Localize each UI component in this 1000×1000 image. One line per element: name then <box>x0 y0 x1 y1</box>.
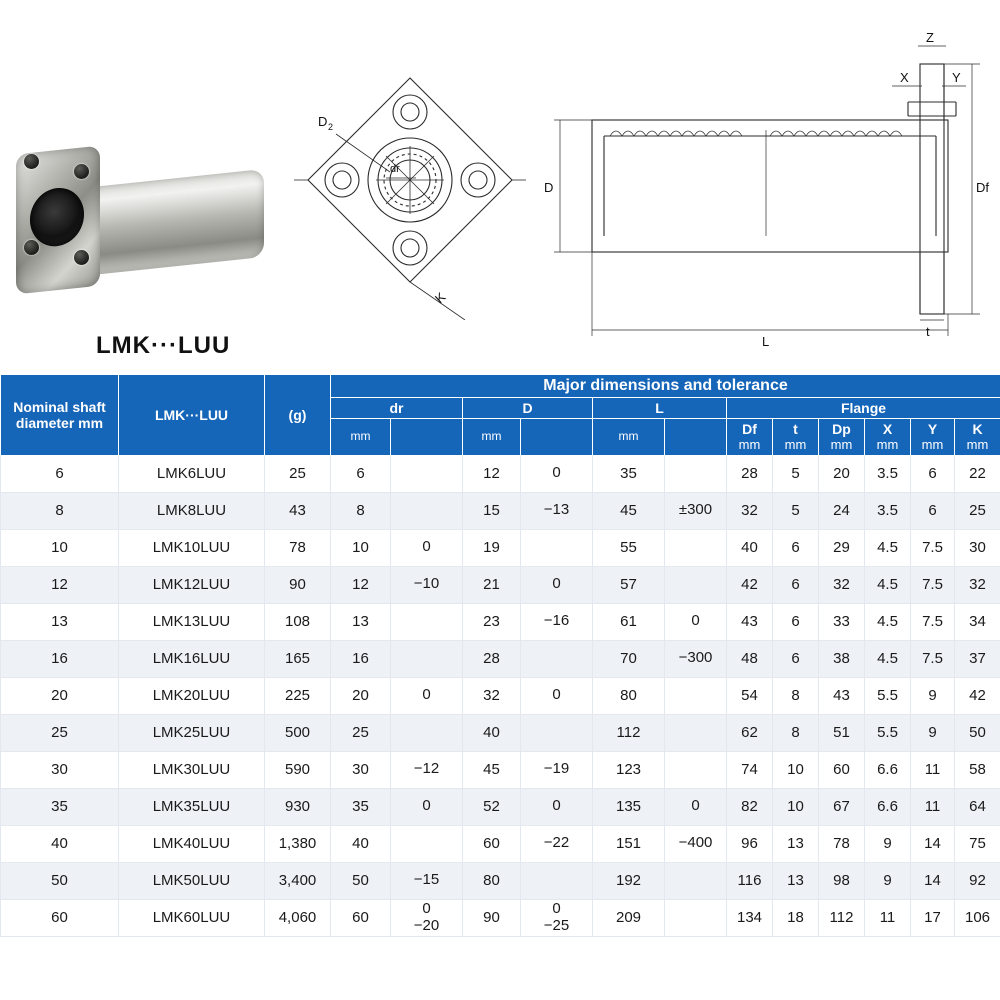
cell-Df: 43 <box>727 603 773 640</box>
header-Y: Y mm <box>911 419 955 455</box>
cell-Y: 17 <box>911 899 955 936</box>
cell-Df: 48 <box>727 640 773 677</box>
table-row <box>1 788 1000 825</box>
cell-D_tol: 0 <box>521 788 593 825</box>
cell-Y: 7.5 <box>911 566 955 603</box>
cell-dr_tol: 0 <box>391 788 463 825</box>
cell-L_tol: −300 <box>665 640 727 677</box>
cell-L: 55 <box>593 529 665 566</box>
cell-Y: 6 <box>911 492 955 529</box>
product-photo <box>8 130 273 315</box>
cell-mass: 43 <box>265 492 331 529</box>
cell-Df: 116 <box>727 862 773 899</box>
cell-dr_tol <box>391 640 463 677</box>
cell-D_tol <box>521 862 593 899</box>
cell-dr: 10 <box>331 529 391 566</box>
cell-dr_tol: −12 <box>391 751 463 788</box>
cell-K: 58 <box>955 751 1000 788</box>
cell-L: 192 <box>593 862 665 899</box>
cell-dr_tol: 0 <box>391 677 463 714</box>
cell-dr_tol: −10 <box>391 566 463 603</box>
cell-D: 80 <box>463 862 521 899</box>
table-row <box>1 825 1000 862</box>
cell-X: 6.6 <box>865 788 911 825</box>
cell-L: 80 <box>593 677 665 714</box>
cell-Df: 62 <box>727 714 773 751</box>
cell-D_tol: 0 <box>521 566 593 603</box>
cell-dr: 6 <box>331 455 391 492</box>
header-K: K mm <box>955 419 1000 455</box>
product-caption: LMK···LUU <box>96 332 231 359</box>
cell-dr_tol <box>391 825 463 862</box>
label-D2: D <box>318 114 328 129</box>
label-D: D <box>544 180 554 195</box>
cell-t: 5 <box>773 492 819 529</box>
cell-L: 61 <box>593 603 665 640</box>
cell-D_tol <box>521 714 593 751</box>
cell-mass: 90 <box>265 566 331 603</box>
table-row <box>1 529 1000 566</box>
cell-K: 106 <box>955 899 1000 936</box>
cell-D_tol: 0 −25 <box>521 899 593 936</box>
cell-D_tol: 0 <box>521 677 593 714</box>
cell-L_tol <box>665 566 727 603</box>
cell-nominal: 35 <box>1 788 119 825</box>
cell-D: 21 <box>463 566 521 603</box>
cell-mass: 500 <box>265 714 331 751</box>
cell-D: 19 <box>463 529 521 566</box>
cell-Dp: 20 <box>819 455 865 492</box>
cell-L: 209 <box>593 899 665 936</box>
cell-X: 4.5 <box>865 603 911 640</box>
cell-nominal: 16 <box>1 640 119 677</box>
cell-model: LMK20LUU <box>119 677 265 714</box>
table-row <box>1 640 1000 677</box>
cell-L: 112 <box>593 714 665 751</box>
header-Df: Df mm <box>727 419 773 455</box>
table-row <box>1 566 1000 603</box>
cell-X: 9 <box>865 862 911 899</box>
cell-dr: 25 <box>331 714 391 751</box>
cell-mass: 165 <box>265 640 331 677</box>
label-K: K <box>431 289 449 307</box>
header-model: LMK···LUU <box>119 375 265 456</box>
cell-Df: 42 <box>727 566 773 603</box>
cell-mass: 25 <box>265 455 331 492</box>
cell-Dp: 32 <box>819 566 865 603</box>
cell-nominal: 8 <box>1 492 119 529</box>
cell-Df: 134 <box>727 899 773 936</box>
cell-dr: 12 <box>331 566 391 603</box>
cell-t: 6 <box>773 529 819 566</box>
cell-Df: 32 <box>727 492 773 529</box>
table-row <box>1 751 1000 788</box>
cell-X: 3.5 <box>865 455 911 492</box>
cell-L_tol <box>665 899 727 936</box>
table-row <box>1 603 1000 640</box>
cell-t: 8 <box>773 677 819 714</box>
cell-Y: 7.5 <box>911 640 955 677</box>
cell-nominal: 10 <box>1 529 119 566</box>
cell-L_tol: 0 <box>665 603 727 640</box>
header-major-dimensions: Major dimensions and tolerance <box>331 375 1000 398</box>
cell-dr: 60 <box>331 899 391 936</box>
header-nominal-line-1: Nominal <box>13 398 69 415</box>
label-L: L <box>762 334 770 349</box>
cell-D: 15 <box>463 492 521 529</box>
photo-bolt-hole <box>74 164 89 179</box>
header-L-tol <box>665 419 727 455</box>
photo-shaft <box>92 169 264 275</box>
cell-nominal: 6 <box>1 455 119 492</box>
header-D-mm: mm <box>463 419 521 455</box>
illustration-area <box>0 0 1000 374</box>
cell-D_tol <box>521 640 593 677</box>
header-nominal-line-2: shaft <box>72 398 106 415</box>
cell-D: 90 <box>463 899 521 936</box>
label-D2-sub: 2 <box>328 122 334 132</box>
cell-nominal: 20 <box>1 677 119 714</box>
front-view-drawing <box>290 60 530 320</box>
cell-K: 25 <box>955 492 1000 529</box>
spec-table-container <box>0 374 1000 1000</box>
cell-Df: 82 <box>727 788 773 825</box>
cell-Y: 9 <box>911 677 955 714</box>
header-D-tol <box>521 419 593 455</box>
cell-X: 6.6 <box>865 751 911 788</box>
cell-Y: 11 <box>911 751 955 788</box>
cell-D: 28 <box>463 640 521 677</box>
cell-L_tol: ±300 <box>665 492 727 529</box>
header-Dp: Dp mm <box>819 419 865 455</box>
cell-t: 18 <box>773 899 819 936</box>
cell-Y: 11 <box>911 788 955 825</box>
header-row-1 <box>1 375 1000 398</box>
cell-model: LMK16LUU <box>119 640 265 677</box>
header-mass: (g) <box>265 375 331 456</box>
cell-model: LMK60LUU <box>119 899 265 936</box>
cell-D: 12 <box>463 455 521 492</box>
cell-model: LMK40LUU <box>119 825 265 862</box>
cell-L: 123 <box>593 751 665 788</box>
cell-nominal: 60 <box>1 899 119 936</box>
cell-mass: 3,400 <box>265 862 331 899</box>
cell-K: 34 <box>955 603 1000 640</box>
cell-model: LMK35LUU <box>119 788 265 825</box>
header-dr-mm: mm <box>331 419 391 455</box>
spec-table <box>0 374 1000 937</box>
cell-Dp: 98 <box>819 862 865 899</box>
cell-model: LMK10LUU <box>119 529 265 566</box>
cell-Dp: 29 <box>819 529 865 566</box>
cell-Y: 6 <box>911 455 955 492</box>
cell-mass: 78 <box>265 529 331 566</box>
cell-X: 11 <box>865 899 911 936</box>
cell-Y: 7.5 <box>911 603 955 640</box>
cell-mass: 108 <box>265 603 331 640</box>
cell-nominal: 50 <box>1 862 119 899</box>
header-L: L <box>593 398 727 419</box>
cell-model: LMK12LUU <box>119 566 265 603</box>
header-X: X mm <box>865 419 911 455</box>
cell-L_tol <box>665 677 727 714</box>
cell-L: 151 <box>593 825 665 862</box>
cell-model: LMK30LUU <box>119 751 265 788</box>
cell-K: 22 <box>955 455 1000 492</box>
label-dr: dr <box>390 163 400 175</box>
cell-Dp: 60 <box>819 751 865 788</box>
header-L-mm: mm <box>593 419 665 455</box>
label-Z: Z <box>926 30 934 45</box>
cell-L: 57 <box>593 566 665 603</box>
cell-dr_tol <box>391 603 463 640</box>
side-view-drawing <box>540 24 990 354</box>
cell-dr: 20 <box>331 677 391 714</box>
photo-bolt-hole <box>74 250 89 265</box>
cell-L: 45 <box>593 492 665 529</box>
header-t: t mm <box>773 419 819 455</box>
cell-K: 32 <box>955 566 1000 603</box>
cell-D_tol: −22 <box>521 825 593 862</box>
cell-mass: 590 <box>265 751 331 788</box>
label-t: t <box>926 324 930 339</box>
cell-L_tol <box>665 529 727 566</box>
cell-K: 75 <box>955 825 1000 862</box>
cell-L_tol <box>665 751 727 788</box>
cell-D: 40 <box>463 714 521 751</box>
cell-K: 92 <box>955 862 1000 899</box>
cell-X: 5.5 <box>865 714 911 751</box>
cell-dr_tol <box>391 714 463 751</box>
cell-L: 35 <box>593 455 665 492</box>
cell-model: LMK6LUU <box>119 455 265 492</box>
cell-t: 8 <box>773 714 819 751</box>
cell-mass: 4,060 <box>265 899 331 936</box>
cell-K: 64 <box>955 788 1000 825</box>
cell-Y: 14 <box>911 825 955 862</box>
cell-X: 4.5 <box>865 529 911 566</box>
cell-K: 30 <box>955 529 1000 566</box>
cell-dr_tol <box>391 455 463 492</box>
cell-Y: 7.5 <box>911 529 955 566</box>
cell-D: 23 <box>463 603 521 640</box>
header-flange: Flange <box>727 398 1000 419</box>
cell-nominal: 12 <box>1 566 119 603</box>
photo-bolt-hole <box>24 154 39 169</box>
cell-K: 42 <box>955 677 1000 714</box>
cell-Dp: 33 <box>819 603 865 640</box>
cell-Df: 54 <box>727 677 773 714</box>
header-dr-tol <box>391 419 463 455</box>
cell-D_tol: −16 <box>521 603 593 640</box>
cell-Dp: 112 <box>819 899 865 936</box>
photo-bolt-hole <box>24 240 39 255</box>
header-nominal-line-4: mm <box>78 414 104 431</box>
table-row <box>1 677 1000 714</box>
cell-Dp: 43 <box>819 677 865 714</box>
cell-Dp: 78 <box>819 825 865 862</box>
cell-dr_tol: −15 <box>391 862 463 899</box>
cell-dr: 35 <box>331 788 391 825</box>
cell-nominal: 40 <box>1 825 119 862</box>
cell-t: 13 <box>773 825 819 862</box>
cell-D_tol: −13 <box>521 492 593 529</box>
cell-dr: 8 <box>331 492 391 529</box>
cell-D_tol: 0 <box>521 455 593 492</box>
label-Df: Df <box>976 180 989 195</box>
cell-t: 6 <box>773 603 819 640</box>
cell-Df: 40 <box>727 529 773 566</box>
cell-D_tol <box>521 529 593 566</box>
cell-nominal: 13 <box>1 603 119 640</box>
table-row <box>1 862 1000 899</box>
cell-dr_tol: 0 <box>391 529 463 566</box>
cell-X: 5.5 <box>865 677 911 714</box>
cell-Df: 74 <box>727 751 773 788</box>
cell-dr_tol: 0 −20 <box>391 899 463 936</box>
cell-K: 50 <box>955 714 1000 751</box>
cell-dr: 16 <box>331 640 391 677</box>
cell-model: LMK8LUU <box>119 492 265 529</box>
cell-Df: 28 <box>727 455 773 492</box>
cell-D: 52 <box>463 788 521 825</box>
cell-L_tol <box>665 862 727 899</box>
label-X: X <box>900 70 909 85</box>
cell-mass: 930 <box>265 788 331 825</box>
cell-t: 10 <box>773 751 819 788</box>
cell-nominal: 30 <box>1 751 119 788</box>
cell-L_tol <box>665 455 727 492</box>
cell-Dp: 38 <box>819 640 865 677</box>
cell-dr: 30 <box>331 751 391 788</box>
cell-L: 70 <box>593 640 665 677</box>
cell-mass: 225 <box>265 677 331 714</box>
cell-t: 10 <box>773 788 819 825</box>
table-row <box>1 714 1000 751</box>
label-Y: Y <box>952 70 961 85</box>
cell-t: 5 <box>773 455 819 492</box>
cell-L_tol <box>665 714 727 751</box>
cell-Y: 9 <box>911 714 955 751</box>
header-dr: dr <box>331 398 463 419</box>
table-header <box>1 375 1000 456</box>
cell-Dp: 24 <box>819 492 865 529</box>
cell-L_tol: −400 <box>665 825 727 862</box>
table-row <box>1 455 1000 492</box>
cell-X: 4.5 <box>865 566 911 603</box>
cell-Dp: 51 <box>819 714 865 751</box>
cell-dr: 50 <box>331 862 391 899</box>
cell-L_tol: 0 <box>665 788 727 825</box>
cell-t: 6 <box>773 640 819 677</box>
cell-model: LMK13LUU <box>119 603 265 640</box>
table-row <box>1 492 1000 529</box>
cell-X: 4.5 <box>865 640 911 677</box>
header-nominal-line-3: diameter <box>15 414 75 431</box>
cell-X: 3.5 <box>865 492 911 529</box>
table-row <box>1 899 1000 936</box>
table-body <box>1 455 1000 936</box>
cell-D: 45 <box>463 751 521 788</box>
cell-L: 135 <box>593 788 665 825</box>
cell-t: 6 <box>773 566 819 603</box>
cell-nominal: 25 <box>1 714 119 751</box>
cell-Dp: 67 <box>819 788 865 825</box>
cell-Df: 96 <box>727 825 773 862</box>
header-nominal-shaft-diameter <box>1 375 119 456</box>
cell-dr: 40 <box>331 825 391 862</box>
cell-t: 13 <box>773 862 819 899</box>
cell-D: 60 <box>463 825 521 862</box>
cell-D: 32 <box>463 677 521 714</box>
header-D: D <box>463 398 593 419</box>
cell-model: LMK50LUU <box>119 862 265 899</box>
cell-Y: 14 <box>911 862 955 899</box>
cell-dr_tol <box>391 492 463 529</box>
cell-D_tol: −19 <box>521 751 593 788</box>
cell-dr: 13 <box>331 603 391 640</box>
cell-K: 37 <box>955 640 1000 677</box>
cell-X: 9 <box>865 825 911 862</box>
cell-mass: 1,380 <box>265 825 331 862</box>
cell-model: LMK25LUU <box>119 714 265 751</box>
